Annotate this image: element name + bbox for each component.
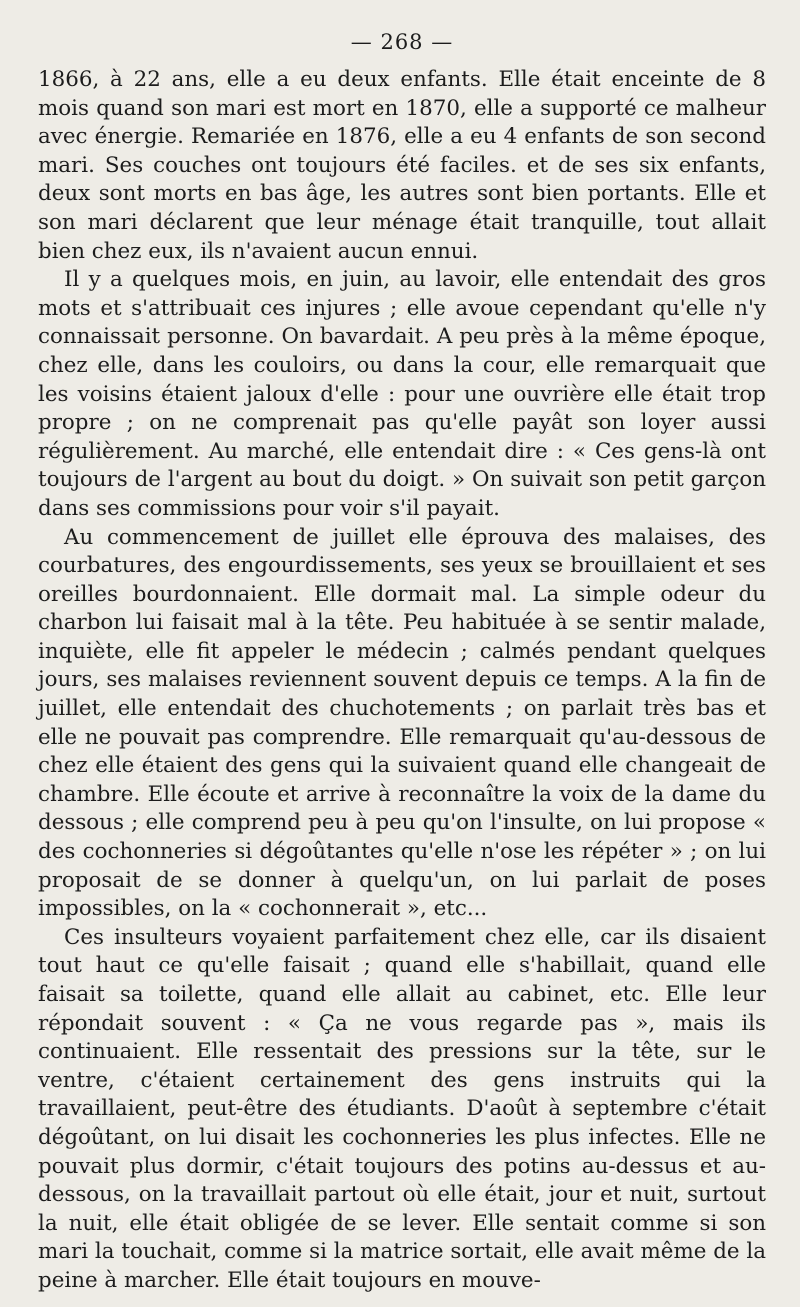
paragraph-4: Ces insulteurs voyaient parfaitement chez elle, car ils disaient tout haut ce qu'elle faisait ; quand elle s'habillait, quand elle faisait sa toilette, quand elle allait au cabinet, etc. Elle leur répondait souvent : « Ça ne vous regarde pas », mais ils continuaient. Elle ressentait des pressions sur la tête, sur le ventre, c'étaient certainement des gens instruits qui la travaillaient, peut-être des étudiants. D'août à septembre c'était dégoûtant, on lui disait les cochonneries les plus infectes. Elle ne pouvait plus dormir, c'était toujours des potins au-dessus et au-dessous, on la travaillait partout où elle était, jour et nuit, surtout la nuit, elle était obligée de se lever. Elle sentait comme si son mari la touchait, comme si la matrice sortait, elle avait même de la peine à marcher. Elle était toujours en mouve-	[38, 924, 766, 1293]
paragraph-3: Au commencement de juillet elle éprouva des malaises, des courbatures, des engourdissements, ses yeux se brouillaient et ses oreilles bourdonnaient. Elle dormait mal. La simple odeur du charbon lui faisait mal à la tête. Peu habituée à se sentir malade, inquiète, elle fit appeler le médecin ; calmés pendant quelques jours, ses malaises reviennent souvent depuis ce temps. A la fin de juillet, elle entendait des chuchotements ; on parlait très bas et elle ne pouvait pas comprendre. Elle remarquait qu'au-dessous de chez elle étaient des gens qui la suivaient quand elle changeait de chambre. Elle écoute et arrive à reconnaître la voix de la dame du dessous ; elle comprend peu à peu qu'on l'insulte, on lui propose « des cochonneries si dégoûtantes qu'elle n'ose les répéter » ; on lui proposait de se donner à quelqu'un, on lui parlait de poses impossibles, on la « cochonnerait », etc...	[38, 524, 766, 922]
paragraph-2: Il y a quelques mois, en juin, au lavoir, elle entendait des gros mots et s'attribuait ces injures ; elle avoue cependant qu'elle n'y connaissait personne. On bavardait. A peu près à la même époque, chez elle, dans les couloirs, ou dans la cour, elle remarquait que les voisins étaient jaloux d'elle : pour une ouvrière elle était trop propre ; on ne comprenait pas qu'elle payât son loyer aussi régulièrement. Au marché, elle entendait dire : « Ces gens-là ont toujours de l'argent au bout du doigt. » On suivait son petit garçon dans ses commissions pour voir s'il payait.	[38, 267, 766, 521]
body-text	[38, 66, 766, 1296]
page-number: — 268 —	[350, 30, 454, 54]
paragraph-1: 1866, à 22 ans, elle a eu deux enfants. Elle était enceinte de 8 mois quand son mari est mort en 1870, elle a supporté ce malheur avec énergie. Remariée en 1876, elle a eu 4 enfants de son second mari. Ses couches ont toujours été faciles. et de ses six enfants, deux sont morts en bas âge, les autres sont bien portants. Elle et son mari déclarent que leur ménage était tranquille, tout allait bien chez eux, ils n'avaient aucun ennui.	[38, 67, 766, 264]
